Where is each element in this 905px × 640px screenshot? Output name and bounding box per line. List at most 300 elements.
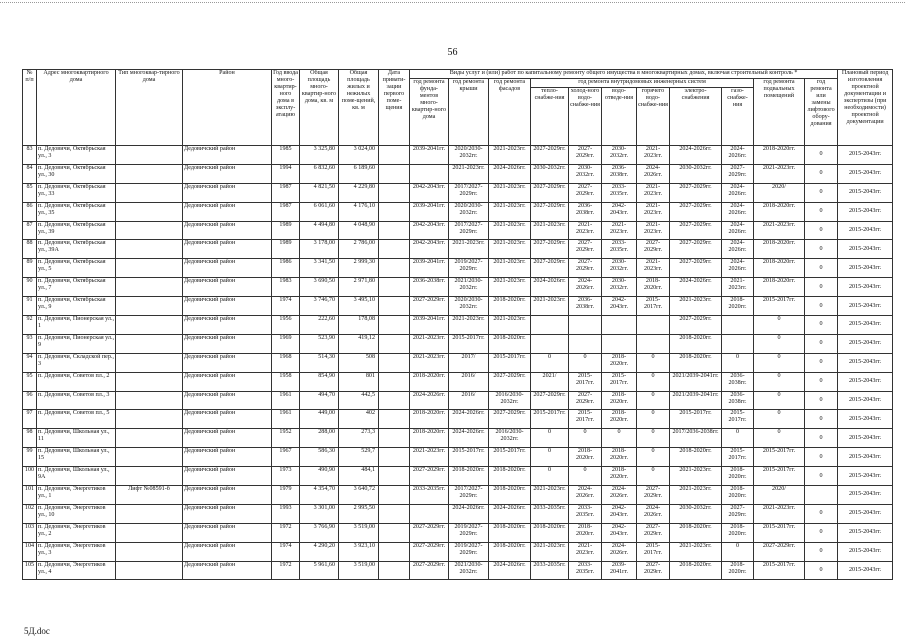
row-address: п. Дедовичи, Советов пл., 5 bbox=[37, 410, 116, 429]
row-facade: 2021-2023гг. bbox=[489, 240, 531, 259]
row-building-type bbox=[116, 202, 183, 221]
row-electric: 2021/2039-2041гг. bbox=[670, 391, 722, 410]
row-year-built: 1983 bbox=[272, 278, 300, 297]
row-hot-water bbox=[637, 334, 670, 353]
row-facade: 2024-2026гг. bbox=[489, 561, 531, 580]
row-year-built: 1969 bbox=[272, 334, 300, 353]
row-building-type bbox=[116, 523, 183, 542]
row-hot-water: 2018-2020гг. bbox=[637, 278, 670, 297]
row-address: п. Дедовичи, Октябрьская ул., 7 bbox=[37, 278, 116, 297]
row-building-type bbox=[116, 278, 183, 297]
row-year-built: 1972 bbox=[272, 561, 300, 580]
row-planned-period: 2015-2043гг. bbox=[838, 448, 893, 467]
row-district: Дедовичский район bbox=[183, 372, 272, 391]
row-planned-period: 2015-2043гг. bbox=[838, 221, 893, 240]
row-gas: 2024-2026гг. bbox=[722, 240, 754, 259]
row-electric: 2027-2029гг. bbox=[670, 259, 722, 278]
table-row bbox=[23, 410, 893, 429]
row-heat: 2021-2023гг. bbox=[531, 221, 569, 240]
row-privatization bbox=[379, 164, 410, 183]
row-cold-water: 2018-2020гг. bbox=[569, 523, 602, 542]
row-heat: 2027-2029гг. bbox=[531, 183, 569, 202]
row-cold-water: 2018-2020гг. bbox=[569, 448, 602, 467]
row-electric: 2021-2023гг. bbox=[670, 542, 722, 561]
row-year-built: 1958 bbox=[272, 372, 300, 391]
row-drainage: 2039-2041гг. bbox=[602, 561, 637, 580]
row-address: п. Дедовичи, Энергетиков ул., 1 bbox=[37, 486, 116, 505]
row-living-area: 2 786,00 bbox=[339, 240, 379, 259]
row-cold-water: 2033-2035гг. bbox=[569, 561, 602, 580]
row-privatization bbox=[379, 297, 410, 316]
row-foundation: 2039-2041гг. bbox=[410, 259, 449, 278]
row-lift: 0 bbox=[805, 523, 838, 542]
row-living-area: 508 bbox=[339, 353, 379, 372]
row-district: Дедовичский район bbox=[183, 504, 272, 523]
table-row bbox=[23, 504, 893, 523]
row-cold-water: 2021-2023гг. bbox=[569, 221, 602, 240]
row-cold-water: 2033-2035гг. bbox=[569, 504, 602, 523]
page-number: 56 bbox=[447, 47, 458, 58]
row-lift: 0 bbox=[805, 353, 838, 372]
row-gas: 2018-2020гг. bbox=[722, 297, 754, 316]
row-cold-water: 2027-2029гг. bbox=[569, 146, 602, 165]
row-basement: 0 bbox=[754, 372, 805, 391]
row-living-area: 3 495,10 bbox=[339, 297, 379, 316]
row-gas: 0 bbox=[722, 353, 754, 372]
table-row bbox=[23, 561, 893, 580]
row-hot-water: 2021-2023гг. bbox=[637, 183, 670, 202]
row-foundation: 2021-2023гг. bbox=[410, 448, 449, 467]
row-district: Дедовичский район bbox=[183, 202, 272, 221]
row-year-built: 1989 bbox=[272, 240, 300, 259]
row-building-type: Лифт №08591-б bbox=[116, 486, 183, 505]
row-living-area: 3 024,00 bbox=[339, 146, 379, 165]
row-total-area: 3 325,80 bbox=[300, 146, 339, 165]
row-planned-period: 2015-2043гг. bbox=[838, 561, 893, 580]
row-building-type bbox=[116, 410, 183, 429]
row-address: п. Дедовичи, Октябрьская ул., 5 bbox=[37, 259, 116, 278]
table-row bbox=[23, 429, 893, 448]
row-foundation: 2033-2035гг. bbox=[410, 486, 449, 505]
row-heat: 2024-2026гг. bbox=[531, 278, 569, 297]
row-planned-period: 2015-2043гг. bbox=[838, 334, 893, 353]
row-total-area: 288,00 bbox=[300, 429, 339, 448]
row-electric: 2024-2026гг. bbox=[670, 146, 722, 165]
row-hot-water: 0 bbox=[637, 467, 670, 486]
row-lift: 0 bbox=[805, 467, 838, 486]
row-privatization bbox=[379, 523, 410, 542]
row-foundation: 2024-2026гг. bbox=[410, 391, 449, 410]
row-heat: 2021-2023гг. bbox=[531, 542, 569, 561]
row-planned-period: 2015-2043гг. bbox=[838, 240, 893, 259]
row-hot-water: 2015-2017гг. bbox=[637, 297, 670, 316]
row-hot-water: 0 bbox=[637, 448, 670, 467]
row-privatization bbox=[379, 486, 410, 505]
row-total-area: 3 301,00 bbox=[300, 504, 339, 523]
row-address: п. Дедовичи, Пионерская ул., 1 bbox=[37, 316, 116, 335]
row-roof: 2020/2030-2032гг. bbox=[449, 202, 489, 221]
row-roof: 2024-2026гг. bbox=[449, 429, 489, 448]
row-year-built: 1993 bbox=[272, 504, 300, 523]
row-year-built: 1974 bbox=[272, 542, 300, 561]
row-heat: 2027-2029гг. bbox=[531, 202, 569, 221]
row-heat: 2021/ bbox=[531, 372, 569, 391]
row-district: Дедовичский район bbox=[183, 297, 272, 316]
row-foundation: 2039-2041гг. bbox=[410, 146, 449, 165]
row-foundation: 2021-2023гг. bbox=[410, 334, 449, 353]
row-lift: 0 bbox=[805, 146, 838, 165]
row-hot-water: 0 bbox=[637, 391, 670, 410]
row-year-built: 1974 bbox=[272, 297, 300, 316]
row-drainage: 2042-2043гг. bbox=[602, 297, 637, 316]
row-roof: 2017/2027-2029гг. bbox=[449, 221, 489, 240]
row-total-area: 4 354,70 bbox=[300, 486, 339, 505]
row-number: 84 bbox=[23, 164, 37, 183]
row-heat: 2027-2029гг. bbox=[531, 259, 569, 278]
row-roof: 2016/ bbox=[449, 391, 489, 410]
row-gas: 0 bbox=[722, 429, 754, 448]
row-privatization bbox=[379, 316, 410, 335]
row-foundation: 2018-2020гг. bbox=[410, 410, 449, 429]
row-planned-period: 2015-2043гг. bbox=[838, 278, 893, 297]
row-foundation: 2021-2023гг. bbox=[410, 353, 449, 372]
row-roof: 2019/2027-2029гг. bbox=[449, 523, 489, 542]
row-building-type bbox=[116, 240, 183, 259]
row-hot-water bbox=[637, 316, 670, 335]
row-cold-water: 2027-2029гг. bbox=[569, 259, 602, 278]
row-number: 86 bbox=[23, 202, 37, 221]
row-building-type bbox=[116, 164, 183, 183]
row-total-area: 514,30 bbox=[300, 353, 339, 372]
row-basement: 2018-2020гг. bbox=[754, 146, 805, 165]
row-facade: 2018-2020гг. bbox=[489, 486, 531, 505]
row-heat: 2033-2035гг. bbox=[531, 561, 569, 580]
row-heat bbox=[531, 316, 569, 335]
row-address: п. Дедовичи, Складской пер., 3 bbox=[37, 353, 116, 372]
row-address: п. Дедовичи, Октябрьская ул., 9 bbox=[37, 297, 116, 316]
row-heat: 2033-2035гг. bbox=[531, 504, 569, 523]
row-foundation: 2027-2029гг. bbox=[410, 297, 449, 316]
table-row bbox=[23, 467, 893, 486]
row-gas: 2018-2020гг. bbox=[722, 523, 754, 542]
row-lift: 0 bbox=[805, 202, 838, 221]
header-total-area: Общая площадь много-квартир-ного дома, кв. м bbox=[300, 70, 339, 146]
row-foundation bbox=[410, 504, 449, 523]
row-roof: 2015-2017гг. bbox=[449, 448, 489, 467]
row-drainage: 2033-2035гг. bbox=[602, 183, 637, 202]
row-lift: 0 bbox=[805, 410, 838, 429]
row-living-area: 178,08 bbox=[339, 316, 379, 335]
row-lift: 0 bbox=[805, 372, 838, 391]
table-row bbox=[23, 523, 893, 542]
row-privatization bbox=[379, 429, 410, 448]
row-drainage: 2015-2017гг. bbox=[602, 372, 637, 391]
row-heat: 0 bbox=[531, 429, 569, 448]
row-district: Дедовичский район bbox=[183, 146, 272, 165]
row-district: Дедовичский район bbox=[183, 391, 272, 410]
row-total-area: 3 341,50 bbox=[300, 259, 339, 278]
row-number: 97 bbox=[23, 410, 37, 429]
row-lift: 0 bbox=[805, 183, 838, 202]
row-roof: 2021-2023гг. bbox=[449, 164, 489, 183]
row-planned-period: 2015-2043гг. bbox=[838, 297, 893, 316]
row-building-type bbox=[116, 316, 183, 335]
row-basement: 2018-2020гг. bbox=[754, 259, 805, 278]
row-cold-water: 2027-2029гг. bbox=[569, 391, 602, 410]
row-hot-water: 0 bbox=[637, 429, 670, 448]
row-number: 83 bbox=[23, 146, 37, 165]
row-facade: 2021-2023гг. bbox=[489, 316, 531, 335]
row-cold-water: 2030-2032гг. bbox=[569, 164, 602, 183]
row-roof: 2024-2026гг. bbox=[449, 504, 489, 523]
row-facade: 2018-2020гг. bbox=[489, 334, 531, 353]
row-basement: 2020/ bbox=[754, 486, 805, 505]
row-basement: 2027-2029гг. bbox=[754, 542, 805, 561]
row-address: п. Дедовичи, Октябрьская ул., 30 bbox=[37, 164, 116, 183]
row-drainage: 2024-2026гг. bbox=[602, 486, 637, 505]
row-facade: 2021-2023гг. bbox=[489, 183, 531, 202]
row-electric: 2018-2020гг. bbox=[670, 448, 722, 467]
row-foundation: 2027-2029гг. bbox=[410, 467, 449, 486]
row-number: 87 bbox=[23, 221, 37, 240]
row-gas: 2036-2038гг. bbox=[722, 372, 754, 391]
row-basement: 2021-2023гг. bbox=[754, 221, 805, 240]
header-privatization-date: Дата привати-зации первого поме-щения bbox=[379, 70, 410, 146]
table-row bbox=[23, 202, 893, 221]
row-facade: 2021-2023гг. bbox=[489, 221, 531, 240]
row-heat: 2027-2029гг. bbox=[531, 240, 569, 259]
row-drainage: 2030-2032гг. bbox=[602, 259, 637, 278]
row-drainage: 2030-2032гг. bbox=[602, 146, 637, 165]
row-cold-water bbox=[569, 334, 602, 353]
row-drainage: 2033-2035гг. bbox=[602, 240, 637, 259]
row-facade: 2018-2020гг. bbox=[489, 523, 531, 542]
row-number: 91 bbox=[23, 297, 37, 316]
row-roof: 2021-2023гг. bbox=[449, 316, 489, 335]
row-basement: 0 bbox=[754, 353, 805, 372]
row-privatization bbox=[379, 467, 410, 486]
row-year-built: 1987 bbox=[272, 202, 300, 221]
row-cold-water bbox=[569, 316, 602, 335]
row-heat: 2021-2023гг. bbox=[531, 486, 569, 505]
header-gas: газо-снабже-ния bbox=[722, 88, 754, 146]
row-living-area: 529,7 bbox=[339, 448, 379, 467]
row-year-built: 1961 bbox=[272, 391, 300, 410]
row-cold-water: 2036-2038гг. bbox=[569, 297, 602, 316]
row-living-area: 442,5 bbox=[339, 391, 379, 410]
row-gas: 2018-2020гг. bbox=[722, 486, 754, 505]
table-header bbox=[23, 70, 893, 146]
row-roof: 2017/ bbox=[449, 353, 489, 372]
row-lift: 0 bbox=[805, 278, 838, 297]
table-row bbox=[23, 448, 893, 467]
row-address: п. Дедовичи, Школьная ул., 11 bbox=[37, 429, 116, 448]
header-facade: год ремонта фасадов bbox=[489, 79, 531, 146]
row-privatization bbox=[379, 504, 410, 523]
row-total-area: 222,60 bbox=[300, 316, 339, 335]
row-foundation: 2039-2041гг. bbox=[410, 202, 449, 221]
row-planned-period: 2015-2043гг. bbox=[838, 523, 893, 542]
row-hot-water: 2027-2029гг. bbox=[637, 561, 670, 580]
table-row bbox=[23, 542, 893, 561]
row-foundation: 2027-2029гг. bbox=[410, 523, 449, 542]
row-gas: 2024-2026гг. bbox=[722, 202, 754, 221]
row-district: Дедовичский район bbox=[183, 240, 272, 259]
row-number: 89 bbox=[23, 259, 37, 278]
row-privatization bbox=[379, 240, 410, 259]
table-row bbox=[23, 221, 893, 240]
row-number: 103 bbox=[23, 523, 37, 542]
row-foundation: 2042-2043гг. bbox=[410, 183, 449, 202]
row-number: 92 bbox=[23, 316, 37, 335]
row-district: Дедовичский район bbox=[183, 183, 272, 202]
row-roof: 2019/2027-2029гг. bbox=[449, 542, 489, 561]
header-building-type: Тип многоквар-тирного дома bbox=[116, 70, 183, 146]
row-total-area: 4 821,50 bbox=[300, 183, 339, 202]
row-lift: 0 bbox=[805, 297, 838, 316]
row-address: п. Дедовичи, Энергетиков ул., 10 bbox=[37, 504, 116, 523]
row-address: п. Дедовичи, Советов пл., 3 bbox=[37, 391, 116, 410]
table-row bbox=[23, 240, 893, 259]
row-district: Дедовичский район bbox=[183, 221, 272, 240]
row-electric: 2018-2020гг. bbox=[670, 334, 722, 353]
row-privatization bbox=[379, 561, 410, 580]
row-drainage: 2018-2020гг. bbox=[602, 467, 637, 486]
capital-repair-register-table bbox=[22, 69, 893, 580]
header-works-group: Виды услуг и (или) работ по капитальному ремонту общего имущества в многоквартирных домах, включая строительный контроль * bbox=[410, 70, 838, 79]
row-roof: 2021/2030-2032гг. bbox=[449, 278, 489, 297]
row-year-built: 1986 bbox=[272, 259, 300, 278]
row-electric: 2027-2029гг. bbox=[670, 221, 722, 240]
row-gas: 2018-2020гг. bbox=[722, 561, 754, 580]
row-address: п. Дедовичи, Октябрьская ул., 39А bbox=[37, 240, 116, 259]
row-facade: 2027-2029гг. bbox=[489, 410, 531, 429]
row-living-area: 419,12 bbox=[339, 334, 379, 353]
row-lift: 0 bbox=[805, 221, 838, 240]
row-building-type bbox=[116, 448, 183, 467]
row-address: п. Дедовичи, Школьная ул., 15 bbox=[37, 448, 116, 467]
row-lift: 0 bbox=[805, 504, 838, 523]
row-basement: 0 bbox=[754, 410, 805, 429]
row-heat: 2030-2032гг. bbox=[531, 164, 569, 183]
row-basement: 2020/ bbox=[754, 183, 805, 202]
row-total-area: 4 290,20 bbox=[300, 542, 339, 561]
row-hot-water: 0 bbox=[637, 372, 670, 391]
header-num: № п/п bbox=[23, 70, 37, 146]
row-heat bbox=[531, 334, 569, 353]
row-year-built: 1989 bbox=[272, 221, 300, 240]
row-planned-period: 2015-2043гг. bbox=[838, 316, 893, 335]
row-cold-water: 0 bbox=[569, 467, 602, 486]
row-drainage: 2018-2020гг. bbox=[602, 353, 637, 372]
row-living-area: 3 923,10 bbox=[339, 542, 379, 561]
row-number: 99 bbox=[23, 448, 37, 467]
row-basement: 2021-2023гг. bbox=[754, 164, 805, 183]
row-foundation: 2036-2038гг. bbox=[410, 278, 449, 297]
row-planned-period: 2015-2043гг. bbox=[838, 467, 893, 486]
row-cold-water: 2021-2023гг. bbox=[569, 542, 602, 561]
row-electric: 2018-2020гг. bbox=[670, 353, 722, 372]
row-building-type bbox=[116, 561, 183, 580]
row-drainage: 2036-2038гг. bbox=[602, 164, 637, 183]
row-drainage: 2030-2032гг. bbox=[602, 278, 637, 297]
row-hot-water: 2027-2029гг. bbox=[637, 240, 670, 259]
row-roof: 2017/2027-2029гг. bbox=[449, 486, 489, 505]
header-living-area: Общая площадь жилых и нежилых поме-щений, кв. м bbox=[339, 70, 379, 146]
row-cold-water: 2015-2017гг. bbox=[569, 372, 602, 391]
row-year-built: 1987 bbox=[272, 183, 300, 202]
row-foundation: 2018-2020гг. bbox=[410, 429, 449, 448]
row-facade: 2027-2029гг. bbox=[489, 372, 531, 391]
row-heat: 2027-2029гг. bbox=[531, 146, 569, 165]
row-drainage: 2042-2043гг. bbox=[602, 504, 637, 523]
row-gas: 2021-2023гг. bbox=[722, 278, 754, 297]
row-electric: 2021-2023гг. bbox=[670, 297, 722, 316]
row-district: Дедовичский район bbox=[183, 429, 272, 448]
row-building-type bbox=[116, 259, 183, 278]
row-cold-water: 0 bbox=[569, 429, 602, 448]
row-roof: 2019/2027-2029гг. bbox=[449, 259, 489, 278]
row-living-area: 484,1 bbox=[339, 467, 379, 486]
row-living-area: 2 971,80 bbox=[339, 278, 379, 297]
table-row bbox=[23, 334, 893, 353]
row-address: п. Дедовичи, Пионерская ул., 9 bbox=[37, 334, 116, 353]
row-year-built: 1985 bbox=[272, 146, 300, 165]
row-privatization bbox=[379, 391, 410, 410]
row-hot-water: 2024-2026гг. bbox=[637, 504, 670, 523]
table-body bbox=[23, 146, 893, 580]
row-gas: 2036-2038гг. bbox=[722, 391, 754, 410]
row-heat: 0 bbox=[531, 353, 569, 372]
row-cold-water: 2024-2026гг. bbox=[569, 278, 602, 297]
row-number: 85 bbox=[23, 183, 37, 202]
table-row bbox=[23, 259, 893, 278]
row-living-area: 3 519,00 bbox=[339, 561, 379, 580]
row-address: п. Дедовичи, Энергетиков ул., 3 bbox=[37, 542, 116, 561]
row-planned-period: 2015-2043гг. bbox=[838, 372, 893, 391]
row-electric: 2018-2020гг. bbox=[670, 561, 722, 580]
row-drainage: 2042-2043гг. bbox=[602, 202, 637, 221]
row-cold-water: 2027-2029гг. bbox=[569, 183, 602, 202]
row-roof: 2024-2026гг. bbox=[449, 410, 489, 429]
row-privatization bbox=[379, 353, 410, 372]
row-hot-water: 0 bbox=[637, 353, 670, 372]
row-gas: 2024-2026гг. bbox=[722, 221, 754, 240]
row-gas: 2024-2026гг. bbox=[722, 146, 754, 165]
row-district: Дедовичский район bbox=[183, 164, 272, 183]
row-privatization bbox=[379, 221, 410, 240]
row-gas bbox=[722, 316, 754, 335]
row-year-built: 1972 bbox=[272, 523, 300, 542]
row-heat: 2018-2020гг. bbox=[531, 523, 569, 542]
header-electric: электро-снабжения bbox=[670, 88, 722, 146]
row-basement: 2015-2017гг. bbox=[754, 297, 805, 316]
row-foundation: 2018-2020гг. bbox=[410, 372, 449, 391]
row-foundation: 2042-2043гг. bbox=[410, 221, 449, 240]
header-address: Адрес многоквартирного дома bbox=[37, 70, 116, 146]
row-number: 88 bbox=[23, 240, 37, 259]
row-electric: 2015-2017гг. bbox=[670, 410, 722, 429]
row-privatization bbox=[379, 146, 410, 165]
row-building-type bbox=[116, 353, 183, 372]
row-building-type bbox=[116, 372, 183, 391]
row-electric: 2021-2023гг. bbox=[670, 467, 722, 486]
row-heat: 2015-2017гг. bbox=[531, 410, 569, 429]
table-row bbox=[23, 183, 893, 202]
row-hot-water: 2027-2029гг. bbox=[637, 523, 670, 542]
row-roof: 2015-2017гг. bbox=[449, 334, 489, 353]
row-building-type bbox=[116, 467, 183, 486]
